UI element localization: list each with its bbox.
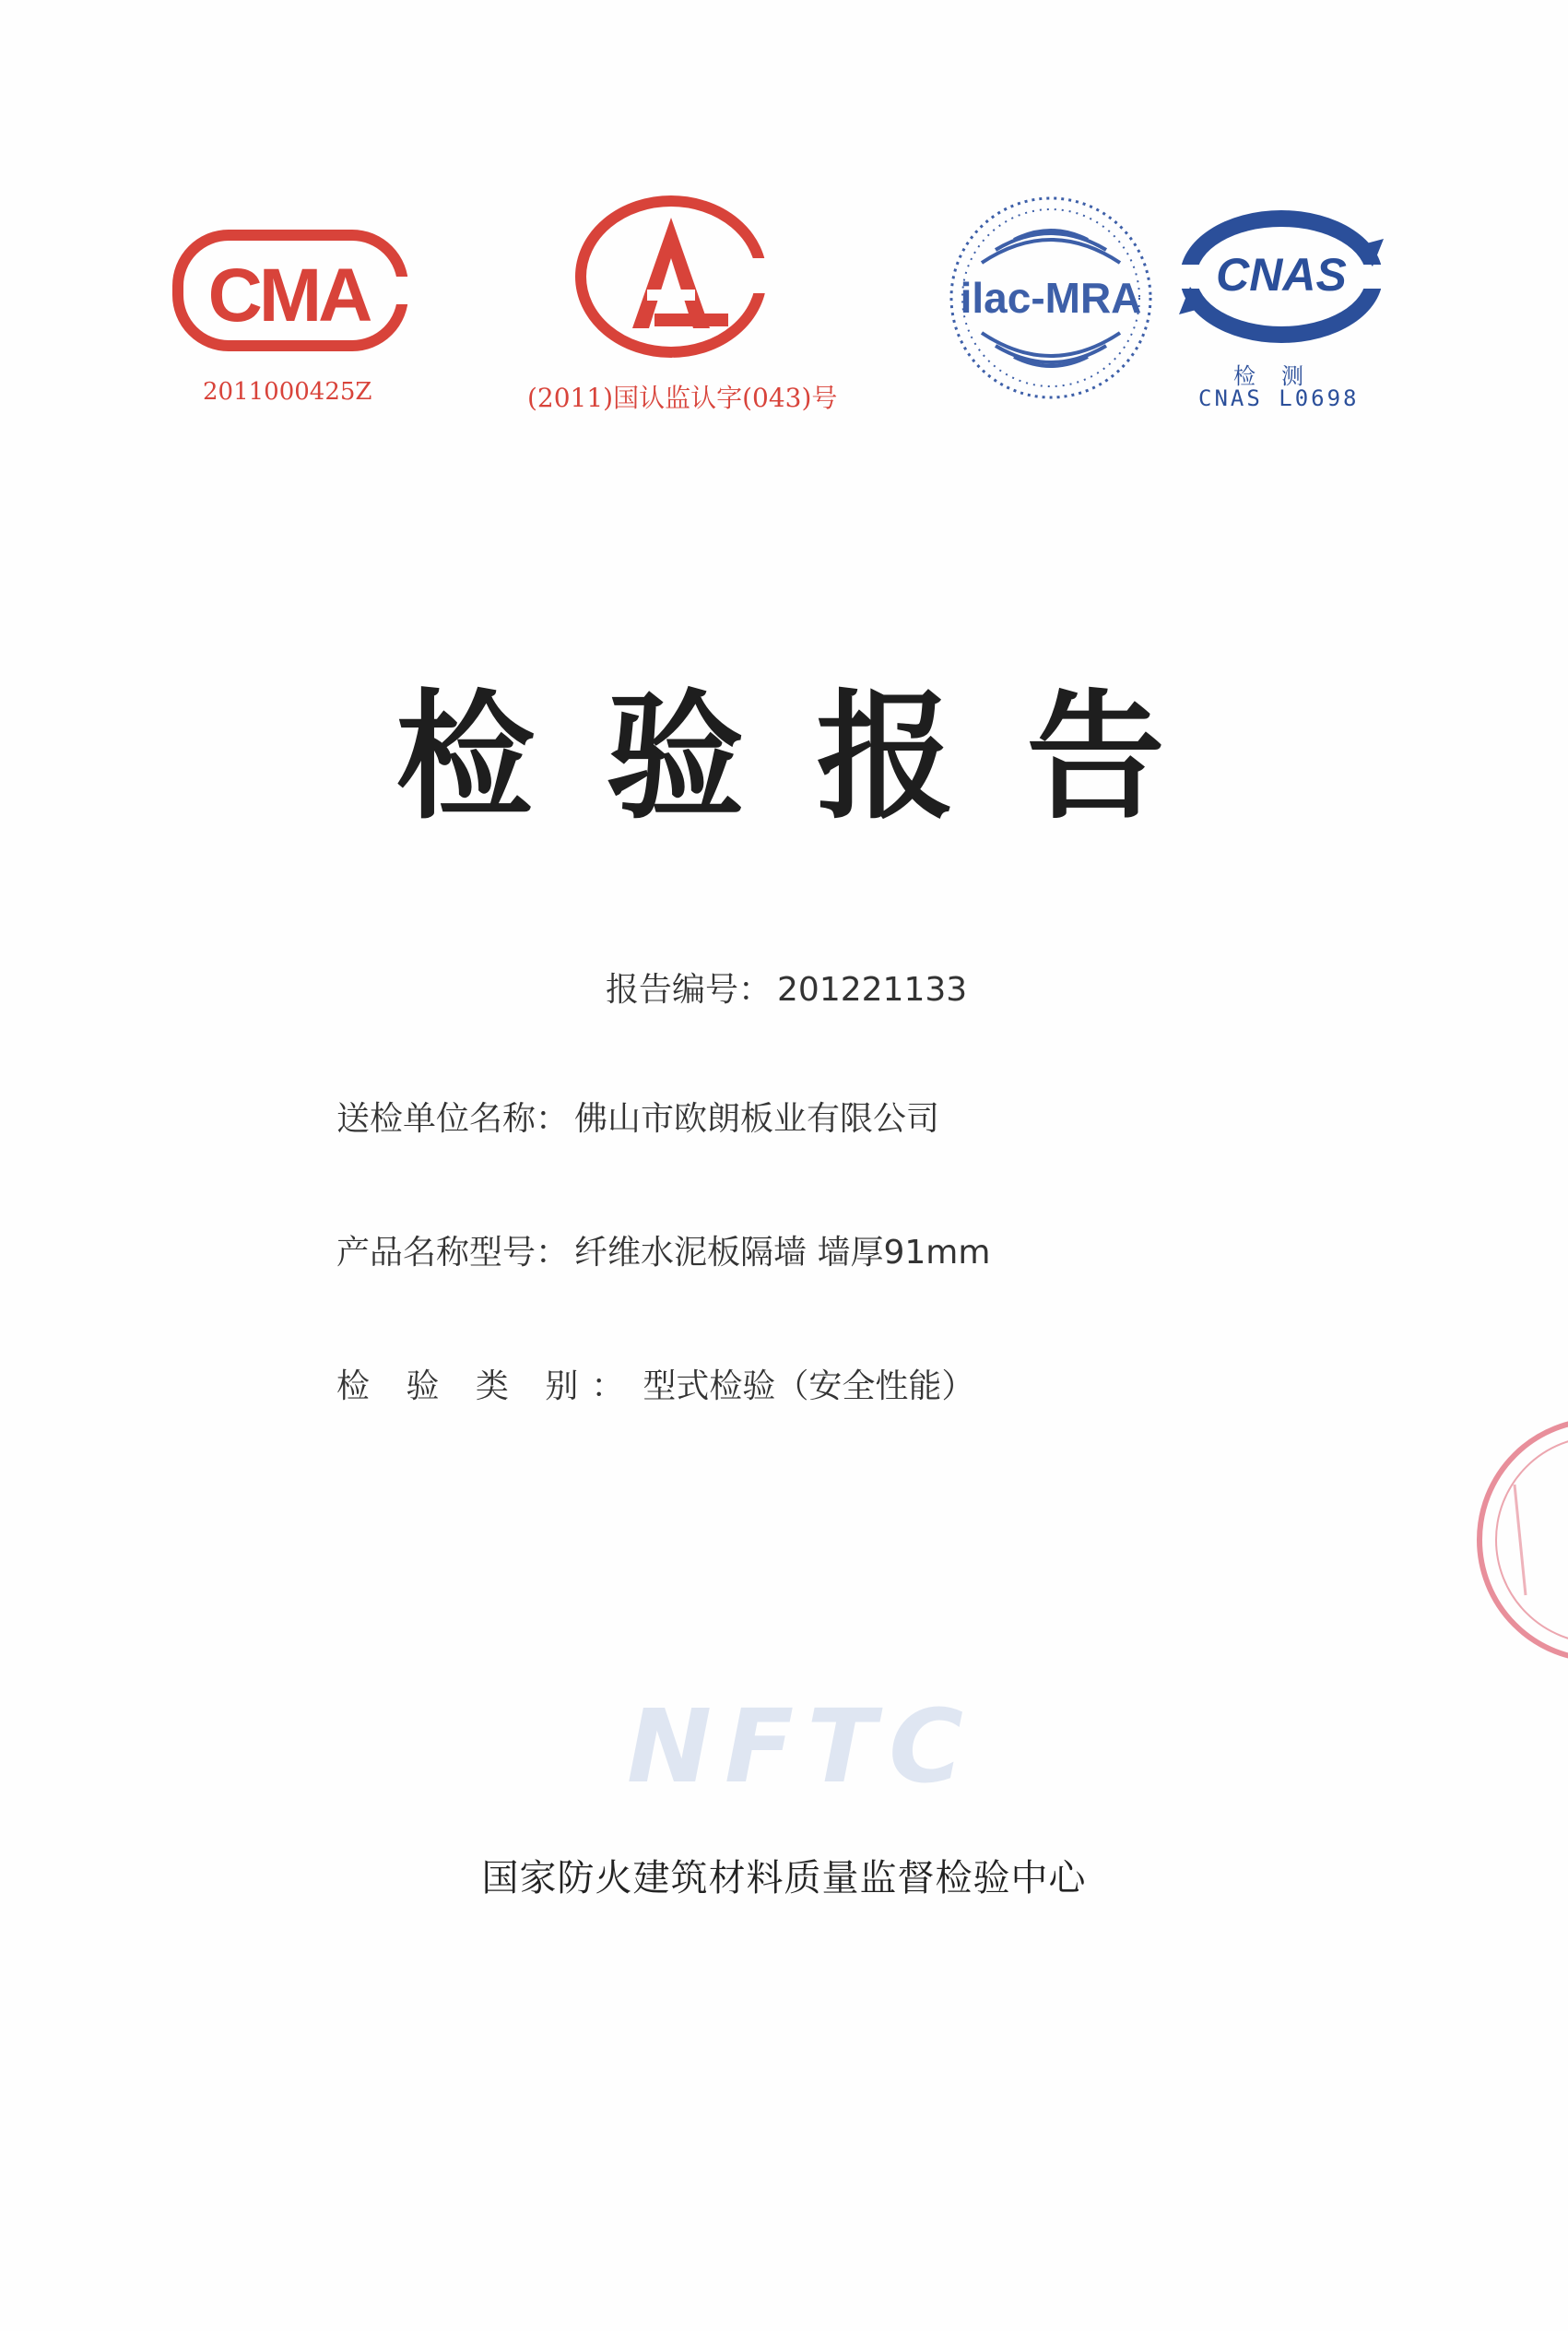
- field-product: [336, 1226, 990, 1273]
- report-number-value: 201221133: [777, 971, 968, 1009]
- ilac-mra-logo: [945, 189, 1157, 410]
- cal-logo: [572, 194, 774, 360]
- field-client-value: 佛山市欧朗板业有限公司: [574, 1100, 940, 1138]
- cnas-caption-line2: CNAS L0698: [1198, 385, 1360, 411]
- ilac-logo-text: ilac-MRA: [960, 274, 1142, 322]
- cma-caption: 2011000425Z: [203, 378, 372, 406]
- nftc-watermark: NFTC: [627, 1687, 976, 1805]
- cma-logo-text: CMA: [207, 254, 370, 337]
- report-number-label: 报告编号：: [606, 971, 772, 1009]
- report-title: [0, 645, 1568, 845]
- field-client: [336, 1093, 939, 1140]
- cnas-caption-line1: 检测: [1233, 363, 1329, 389]
- report-title-text: 检验报告: [395, 678, 1237, 838]
- field-test-type-label: 检 验 类 别：: [336, 1367, 638, 1405]
- partial-seal-stamp: [1470, 1411, 1568, 1669]
- cal-caption: (2011)国认监认字(043)号: [527, 383, 838, 413]
- field-product-label: 产品名称型号：: [336, 1234, 570, 1272]
- cal-logo-text: CAL: [672, 358, 674, 359]
- field-product-value: 纤维水泥板隔墙 墙厚91mm: [574, 1234, 991, 1272]
- issuer-name: 国家防火建筑材料质量监督检验中心: [481, 1857, 1087, 1899]
- cnas-logo-text: CNAS: [1216, 249, 1347, 301]
- field-test-type: [336, 1360, 974, 1407]
- cnas-logo: [1175, 198, 1387, 355]
- cma-logo: [171, 226, 410, 355]
- field-client-label: 送检单位名称：: [336, 1100, 570, 1138]
- report-number: [606, 964, 967, 1011]
- field-test-type-value: 型式检验（安全性能）: [643, 1367, 975, 1405]
